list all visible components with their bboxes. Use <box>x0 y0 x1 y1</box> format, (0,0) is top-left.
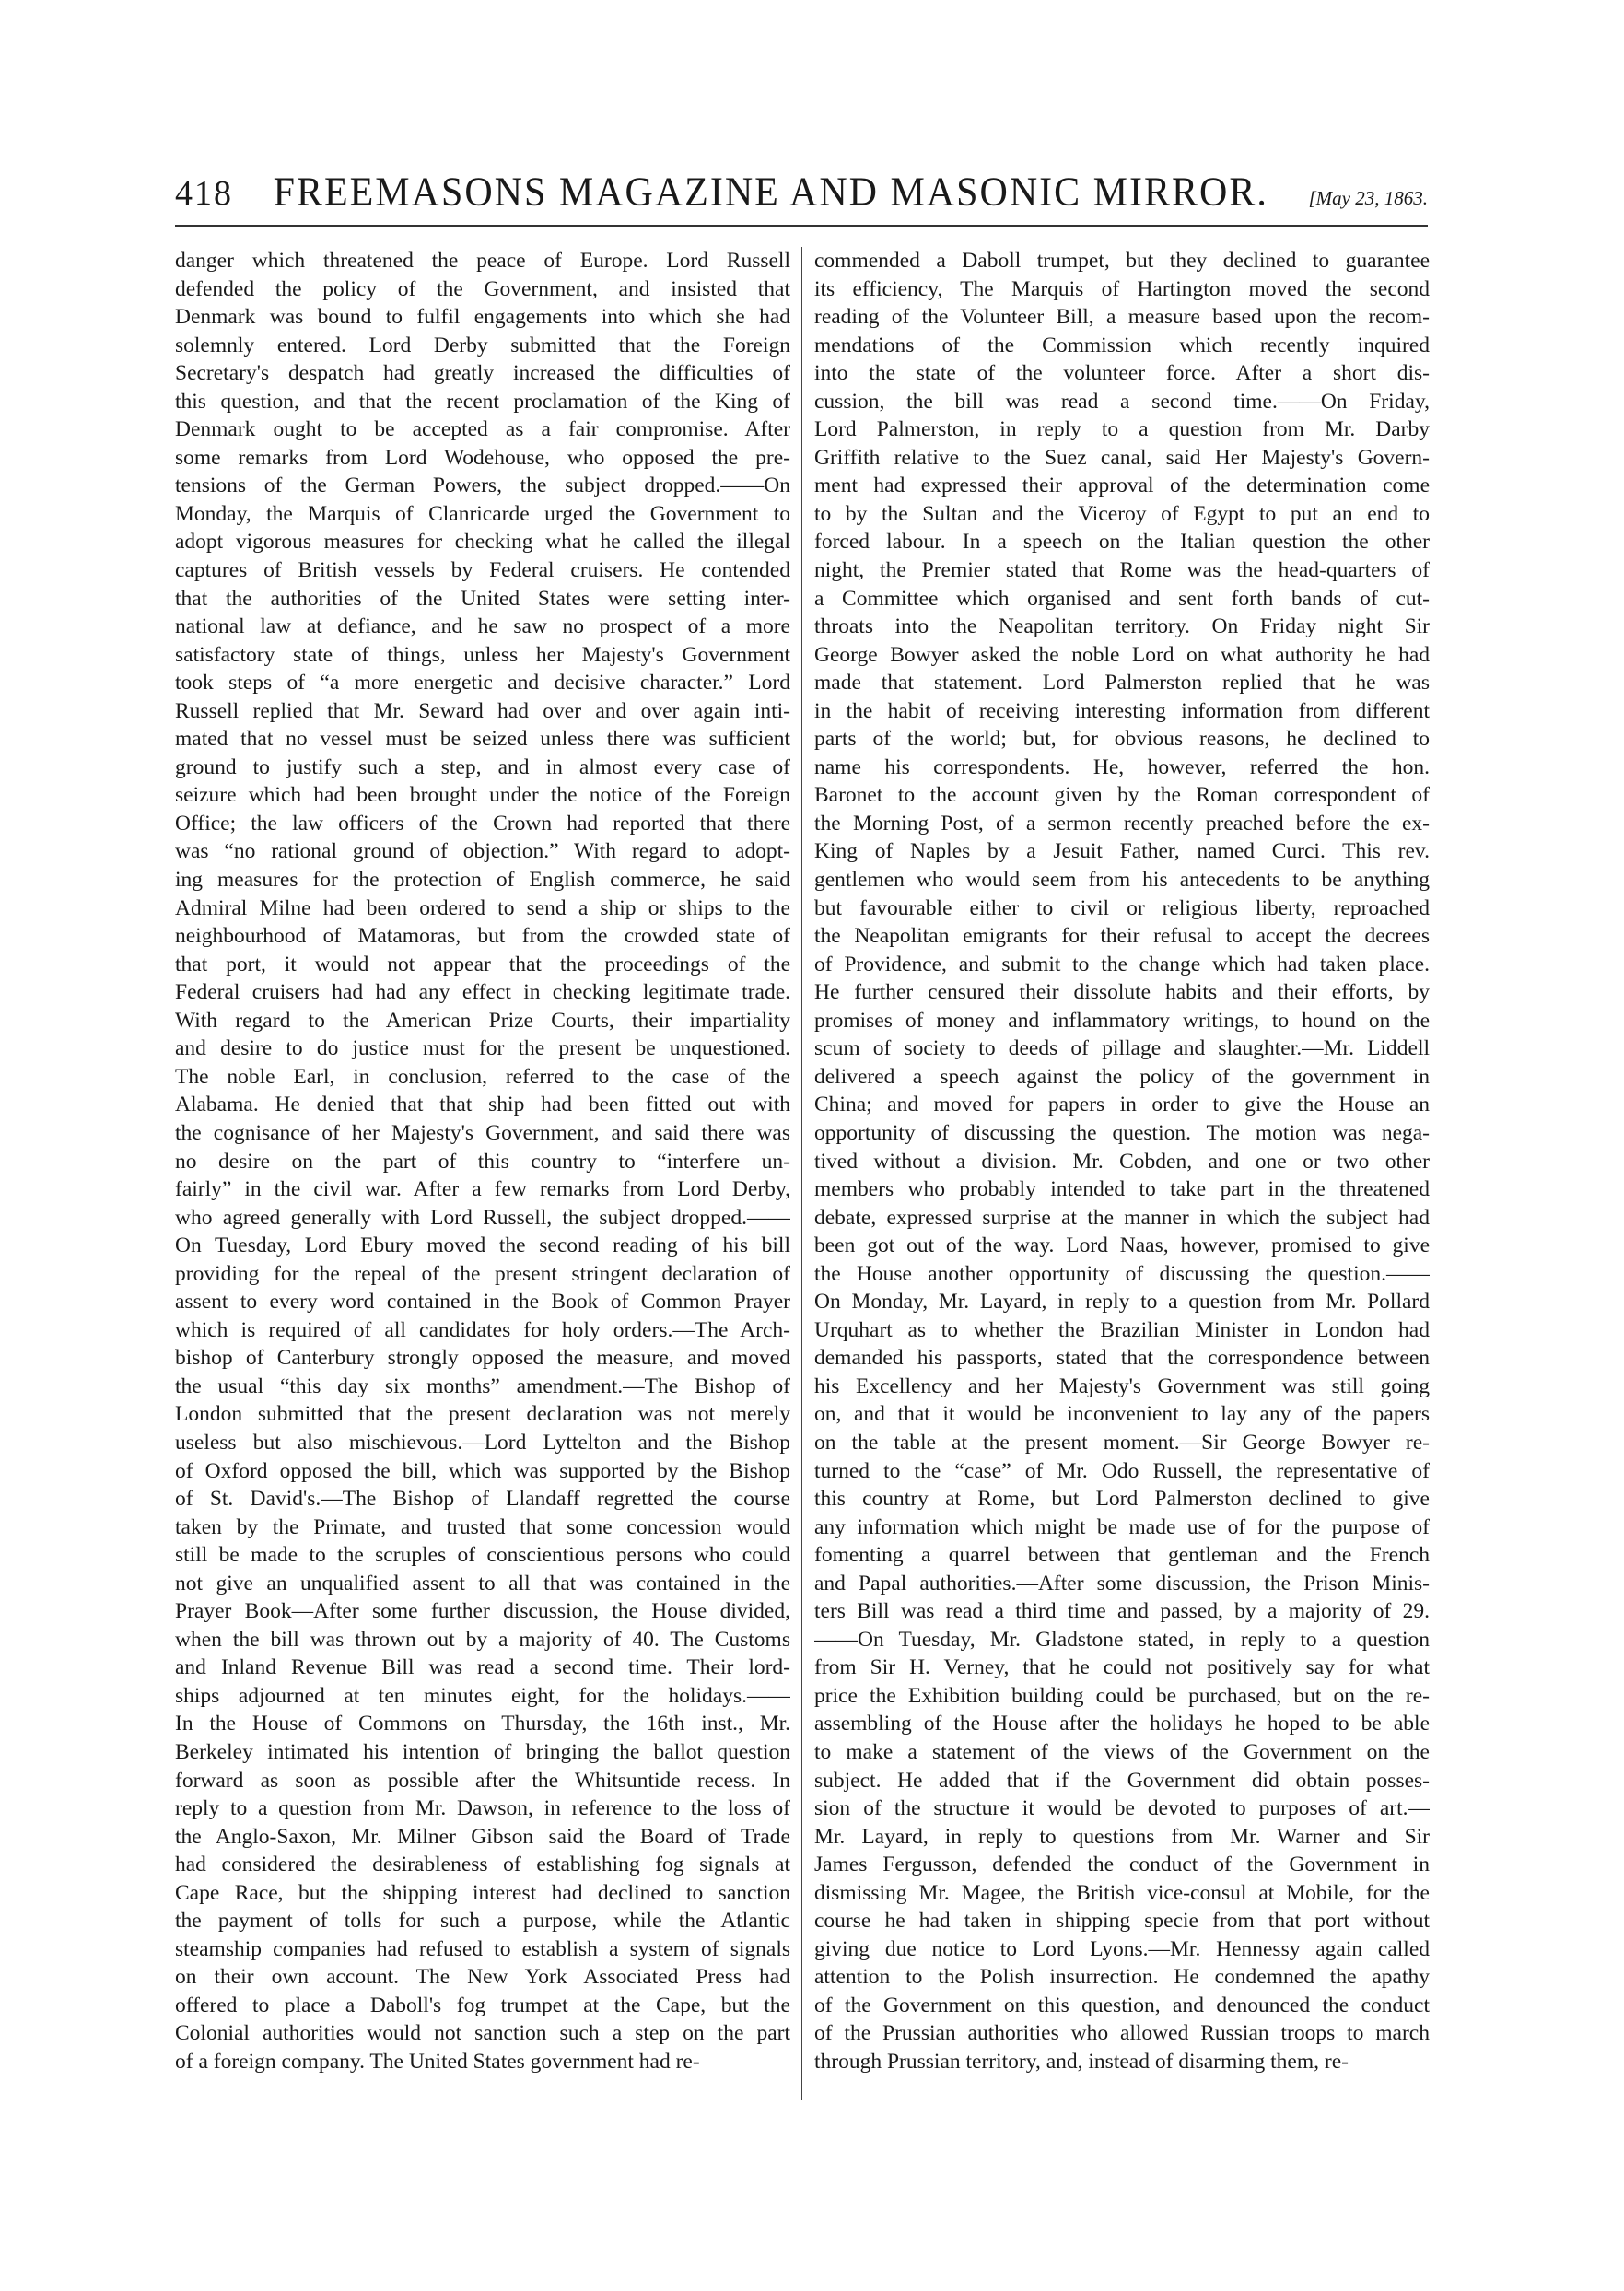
text-line: Colonial authorities would not sanction such a step on the part <box>175 2021 790 2046</box>
issue-date: [May 23, 1863. <box>1308 187 1428 209</box>
text-line: had considered the desirableness of establishing fog signals at <box>175 1853 790 1877</box>
text-line: but favourable either to civil or religious liberty, reproached <box>814 895 1430 920</box>
text-line: that port, it would not appear that the proceedings of the <box>175 952 790 976</box>
text-line: Mr. Layard, in reply to questions from Mr. Warner and Sir <box>814 1824 1430 1849</box>
text-line: Russell replied that Mr. Seward had over and over again inti- <box>175 698 790 723</box>
text-line: ——On Tuesday, Mr. Gladstone stated, in reply to a question <box>814 1627 1430 1652</box>
text-line: He further censured their dissolute habits and their efforts, by <box>814 980 1430 1005</box>
text-line: price the Exhibition building could be purchased, but on the re- <box>814 1683 1430 1708</box>
text-line: dismissing Mr. Magee, the British vice-consul at Mobile, for the <box>814 1880 1430 1905</box>
text-line: seizure which had been brought under the notice of the Foreign <box>175 783 790 808</box>
text-line: made that statement. Lord Palmerston replied that he was <box>814 671 1430 695</box>
text-line: attention to the Polish insurrection. He condemned the apathy <box>814 1965 1430 1990</box>
text-line: on, and that it would be inconvenient to lay any of the papers <box>814 1402 1430 1427</box>
text-line: to make a statement of the views of the Government on the <box>814 1739 1430 1764</box>
text-line: night, the Premier stated that Rome was the head-quarters of <box>814 558 1430 583</box>
text-line: of the Prussian authorities who allowed Russian troops to march <box>814 2021 1430 2046</box>
text-line: and Papal authorities.—After some discussion, the Prison Minis- <box>814 1571 1430 1596</box>
text-line: demanded his passports, stated that the correspondence between <box>814 1346 1430 1371</box>
text-line: the payment of tolls for such a purpose, while the Atlantic <box>175 1909 790 1934</box>
text-line: its efficiency, The Marquis of Hartington moved the second <box>814 276 1430 301</box>
text-line: On Tuesday, Lord Ebury moved the second reading of his bill <box>175 1233 790 1258</box>
text-line: In the House of Commons on Thursday, the 16th inst., Mr. <box>175 1712 790 1736</box>
text-line: and desire to do justice must for the present be unquestioned. <box>175 1036 790 1061</box>
text-line: Admiral Milne had been ordered to send a ship or ships to the <box>175 895 790 920</box>
text-line: sion of the structure it would be devoted to purposes of art.— <box>814 1796 1430 1821</box>
column-divider <box>801 247 802 2100</box>
text-line: this question, and that the recent proclamation of the King of <box>175 389 790 414</box>
text-line: of the Government on this question, and denounced the conduct <box>814 1993 1430 2017</box>
text-line: With regard to the American Prize Courts, their impartiality <box>175 1008 790 1033</box>
text-line: Urquhart as to whether the Brazilian Minister in London had <box>814 1317 1430 1342</box>
text-line: fairly” in the civil war. After a few remarks from Lord Derby, <box>175 1177 790 1202</box>
text-line: of Providence, and submit to the change which had taken place. <box>814 952 1430 976</box>
text-line: of Oxford opposed the bill, which was supported by the Bishop <box>175 1458 790 1483</box>
text-line: national law at defiance, and he saw no prospect of a more <box>175 614 790 639</box>
text-line: China; and moved for papers in order to give the House an <box>814 1093 1430 1117</box>
text-line: tensions of the German Powers, the subject dropped.——On <box>175 473 790 498</box>
text-line: which is required of all candidates for holy orders.—The Arch- <box>175 1317 790 1342</box>
text-line: forced labour. In a speech on the Italian question the other <box>814 530 1430 555</box>
text-line: some remarks from Lord Wodehouse, who opposed the pre- <box>175 445 790 470</box>
text-line: commended a Daboll trumpet, but they declined to guarantee <box>814 249 1430 273</box>
text-line: was “no rational ground of objection.” With regard to adopt- <box>175 839 790 864</box>
text-line: ground to justify such a step, and in almost every case of <box>175 754 790 779</box>
text-line: still be made to the scruples of conscientious persons who could <box>175 1543 790 1568</box>
publication-title: FREEMASONS MAGAZINE AND MASONIC MIRROR. <box>273 169 1268 216</box>
text-line: taken by the Primate, and trusted that some concession would <box>175 1514 790 1539</box>
text-line: the House another opportunity of discussing the question.—— <box>814 1261 1430 1286</box>
text-line: reading of the Volunteer Bill, a measure based upon the recom- <box>814 305 1430 330</box>
text-line: James Fergusson, defended the conduct of the Government in <box>814 1853 1430 1877</box>
text-line: any information which might be made use of for the purpose of <box>814 1514 1430 1539</box>
text-line: Office; the law officers of the Crown had reported that there <box>175 811 790 836</box>
text-line: of St. David's.—The Bishop of Llandaff regretted the course <box>175 1487 790 1512</box>
page-number: 418 <box>175 174 233 213</box>
text-line: neighbourhood of Matamoras, but from the crowded state of <box>175 924 790 949</box>
text-line: Griffith relative to the Suez canal, said Her Majesty's Govern- <box>814 445 1430 470</box>
text-line: to by the Sultan and the Viceroy of Egypt to put an end to <box>814 501 1430 526</box>
text-line: name his correspondents. He, however, referred the hon. <box>814 754 1430 779</box>
text-line: satisfactory state of things, unless her Majesty's Government <box>175 642 790 667</box>
text-line: no desire on the part of this country to “interfere un- <box>175 1149 790 1174</box>
text-line: fomenting a quarrel between that gentleman and the French <box>814 1543 1430 1568</box>
text-line: London submitted that the present declaration was not merely <box>175 1402 790 1427</box>
text-line: when the bill was thrown out by a majority of 40. The Customs <box>175 1627 790 1652</box>
text-line: assembling of the House after the holidays he hoped to be able <box>814 1712 1430 1736</box>
text-line: and Inland Revenue Bill was read a second time. Their lord- <box>175 1655 790 1680</box>
text-line: the usual “this day six months” amendment.—The Bishop of <box>175 1373 790 1398</box>
text-line: reply to a question from Mr. Dawson, in reference to the loss of <box>175 1796 790 1821</box>
text-line: a Committee which organised and sent forth bands of cut- <box>814 586 1430 611</box>
text-line: offered to place a Daboll's fog trumpet at the Cape, but the <box>175 1993 790 2017</box>
text-line: took steps of “a more energetic and decisive character.” Lord <box>175 671 790 695</box>
text-line: cussion, the bill was read a second time.——On Friday, <box>814 389 1430 414</box>
text-line: members who probably intended to take part in the threatened <box>814 1177 1430 1202</box>
text-line: delivered a speech against the policy of the government in <box>814 1064 1430 1089</box>
text-line: course he had taken in shipping specie from that port without <box>814 1909 1430 1934</box>
text-line: Baronet to the account given by the Roman correspondent of <box>814 783 1430 808</box>
text-line: subject. He added that if the Government did obtain posses- <box>814 1768 1430 1793</box>
text-line: of a foreign company. The United States government had re- <box>175 2050 700 2074</box>
text-line: King of Naples by a Jesuit Father, named Curci. This rev. <box>814 839 1430 864</box>
text-line: George Bowyer asked the noble Lord on what authority he had <box>814 642 1430 667</box>
text-line: on their own account. The New York Associated Press had <box>175 1965 790 1990</box>
text-line: Denmark ought to be accepted as a fair compromise. After <box>175 417 790 442</box>
text-line: ters Bill was read a third time and passed, by a majority of 29. <box>814 1599 1430 1624</box>
text-line: mendations of the Commission which recently inquired <box>814 333 1430 357</box>
text-line: adopt vigorous measures for checking what he called the illegal <box>175 530 790 555</box>
text-line: the Anglo-Saxon, Mr. Milner Gibson said the Board of Trade <box>175 1824 790 1849</box>
text-line: bishop of Canterbury strongly opposed the measure, and moved <box>175 1346 790 1371</box>
text-line: throats into the Neapolitan territory. On Friday night Sir <box>814 614 1430 639</box>
text-line: ment had expressed their approval of the determination come <box>814 473 1430 498</box>
text-line: the Morning Post, of a sermon recently preached before the ex- <box>814 811 1430 836</box>
text-line: useless but also mischievous.—Lord Lyttelton and the Bishop <box>175 1430 790 1455</box>
text-line: tived without a division. Mr. Cobden, and one or two other <box>814 1149 1430 1174</box>
text-line: on the table at the present moment.—Sir George Bowyer re- <box>814 1430 1430 1455</box>
text-line: parts of the world; but, for obvious reasons, he declined to <box>814 727 1430 752</box>
text-line: not give an unqualified assent to all that was contained in the <box>175 1571 790 1596</box>
text-line: ing measures for the protection of English commerce, he said <box>175 868 790 893</box>
text-line: through Prussian territory, and, instead of disarming them, re- <box>814 2050 1349 2074</box>
text-line: forward as soon as possible after the Whitsuntide recess. In <box>175 1768 790 1793</box>
text-line: The noble Earl, in conclusion, referred to the case of the <box>175 1064 790 1089</box>
text-line: from Sir H. Verney, that he could not positively say for what <box>814 1655 1430 1680</box>
text-line: promises of money and inflammatory writings, to hound on the <box>814 1008 1430 1033</box>
text-line: who agreed generally with Lord Russell, the subject dropped.—— <box>175 1205 790 1230</box>
text-line: scum of society to deeds of pillage and slaughter.—Mr. Liddell <box>814 1036 1430 1061</box>
text-line: been got out of the way. Lord Naas, however, promised to give <box>814 1233 1430 1258</box>
text-line: gentlemen who would seem from his antecedents to be anything <box>814 868 1430 893</box>
text-line: that the authorities of the United States were setting inter- <box>175 586 790 611</box>
text-line: ships adjourned at ten minutes eight, for the holidays.—— <box>175 1683 790 1708</box>
text-line: giving due notice to Lord Lyons.—Mr. Hennessy again called <box>814 1936 1430 1961</box>
text-line: Cape Race, but the shipping interest had declined to sanction <box>175 1880 790 1905</box>
running-header <box>175 170 1428 216</box>
text-line: On Monday, Mr. Layard, in reply to a question from Mr. Pollard <box>814 1290 1430 1315</box>
text-line: steamship companies had refused to establish a system of signals <box>175 1936 790 1961</box>
text-line: assent to every word contained in the Book of Common Prayer <box>175 1290 790 1315</box>
text-line: Alabama. He denied that that ship had been fitted out with <box>175 1093 790 1117</box>
text-line: his Excellency and her Majesty's Government was still going <box>814 1373 1430 1398</box>
right-column <box>814 247 1430 2076</box>
text-line: Lord Palmerston, in reply to a question from Mr. Darby <box>814 417 1430 442</box>
text-line: debate, expressed surprise at the manner in which the subject had <box>814 1205 1430 1230</box>
header-rule <box>175 225 1428 227</box>
text-line: solemnly entered. Lord Derby submitted that the Foreign <box>175 333 790 357</box>
text-line: opportunity of discussing the question. The motion was nega- <box>814 1120 1430 1145</box>
left-column <box>175 247 790 2076</box>
text-line: mated that no vessel must be seized unless there was sufficient <box>175 727 790 752</box>
text-line: providing for the repeal of the present stringent declaration of <box>175 1261 790 1286</box>
text-line: captures of British vessels by Federal cruisers. He contended <box>175 558 790 583</box>
text-line: Berkeley intimated his intention of bringing the ballot question <box>175 1739 790 1764</box>
text-line: defended the policy of the Government, and insisted that <box>175 276 790 301</box>
text-line: Federal cruisers had had any effect in checking legitimate trade. <box>175 980 790 1005</box>
text-line: into the state of the volunteer force. After a short dis- <box>814 361 1430 386</box>
text-line: Secretary's despatch had greatly increased the difficulties of <box>175 361 790 386</box>
text-line: the cognisance of her Majesty's Government, and said there was <box>175 1120 790 1145</box>
text-line: turned to the “case” of Mr. Odo Russell, the representative of <box>814 1458 1430 1483</box>
text-line: this country at Rome, but Lord Palmerston declined to give <box>814 1487 1430 1512</box>
text-line: the Neapolitan emigrants for their refusal to accept the decrees <box>814 924 1430 949</box>
text-line: in the habit of receiving interesting information from different <box>814 698 1430 723</box>
text-line: Denmark was bound to fulfil engagements into which she had <box>175 305 790 330</box>
text-line: Prayer Book—After some further discussion, the House divided, <box>175 1599 790 1624</box>
text-line: danger which threatened the peace of Europe. Lord Russell <box>175 249 790 273</box>
text-line: Monday, the Marquis of Clanricarde urged the Government to <box>175 501 790 526</box>
